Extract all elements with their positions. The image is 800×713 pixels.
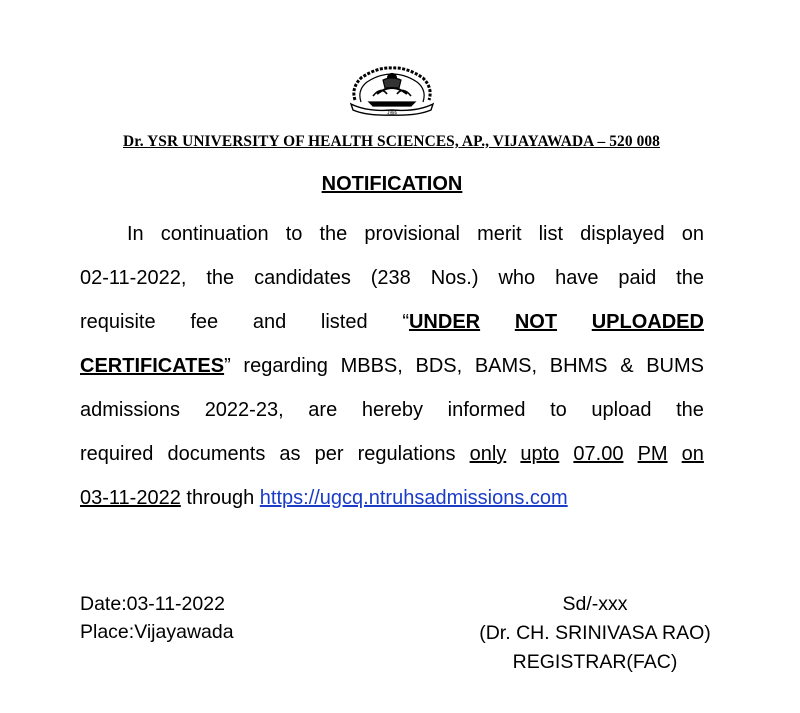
body-word: In [127,223,144,245]
body-word: on [681,223,704,245]
body-word: are [308,399,338,421]
signatory-name: (Dr. CH. SRINIVASA RAO) [479,622,711,644]
body-line-5 [80,388,704,432]
deadline-date: 03-11-2022 [80,487,181,509]
body-word: & [620,355,634,377]
body-word: 02-11-2022, [80,267,187,289]
body-word: UNDER [408,311,481,333]
body-word: to [285,223,303,245]
body-word: through [180,487,260,509]
body-line-3 [80,300,704,344]
body-word: NOT [514,311,558,333]
body-word: have [555,267,599,289]
body-word: BDS, [415,355,463,377]
body-word: the [206,267,235,289]
body-word: fee [190,311,219,333]
body-line-4 [80,344,704,388]
body-word: as [279,443,301,465]
body-word: hereby [361,399,423,421]
body-word: PM [637,443,668,465]
body-word: 2022-23, [204,399,284,421]
body-word: UPLOADED [591,311,704,333]
body-word: regulations [357,443,456,465]
university-emblem [347,66,437,118]
body-line-2 [80,256,704,300]
body-word: merit [477,223,522,245]
signature-block [430,590,760,677]
body-word: the [676,267,704,289]
body-line-7 [80,476,704,520]
body-word: regarding [243,355,328,377]
body-line-1 [80,212,704,256]
body-word: upto [520,443,560,465]
body-word: continuation [160,223,269,245]
notification-date: Date:03-11-2022 [80,593,225,615]
body-word: the [676,399,704,421]
body-word: “ [402,311,409,333]
body-word: provisional [364,223,460,245]
notification-title: NOTIFICATION [321,173,463,195]
body-word: the [319,223,348,245]
body-word: 07.00 [573,443,624,465]
body-word: Nos.) [430,267,479,289]
body-word: on [681,443,704,465]
body-word: list [538,223,564,245]
signatory-designation: REGISTRAR(FAC) [512,651,678,673]
body-line-6 [80,432,704,476]
body-word: to [550,399,567,421]
body-word: who [498,267,536,289]
body-word: per [314,443,344,465]
body-word: displayed [580,223,665,245]
body-word: BHMS [549,355,608,377]
admissions-portal-link[interactable]: https://ugcq.ntruhsadmissions.com [259,487,568,509]
body-word: documents [167,443,266,465]
signature: Sd/-xxx [562,593,628,615]
body-word: BAMS, [474,355,538,377]
body-word: required [80,443,154,465]
notification-body [80,212,704,520]
body-word: and [252,311,287,333]
body-word: listed [320,311,368,333]
body-word: MBBS, [340,355,403,377]
date-place-block [80,590,234,646]
university-heading: Dr. YSR UNIVERSITY OF HEALTH SCIENCES, AP., VIJAYAWADA – 520 008 [123,133,660,150]
body-word: admissions [80,399,181,421]
body-word: candidates [254,267,351,289]
notification-place: Place:Vijayawada [80,621,234,643]
emphasis-certificates: CERTIFICATES [80,355,225,377]
body-word: requisite [80,311,156,333]
body-word: paid [618,267,657,289]
body-word: BUMS [646,355,704,377]
body-word: ” [224,355,231,377]
emblem-year: 1986 [386,110,398,115]
body-word: informed [447,399,526,421]
body-word: only [469,443,507,465]
body-word: upload [591,399,652,421]
body-word: (238 [370,267,411,289]
